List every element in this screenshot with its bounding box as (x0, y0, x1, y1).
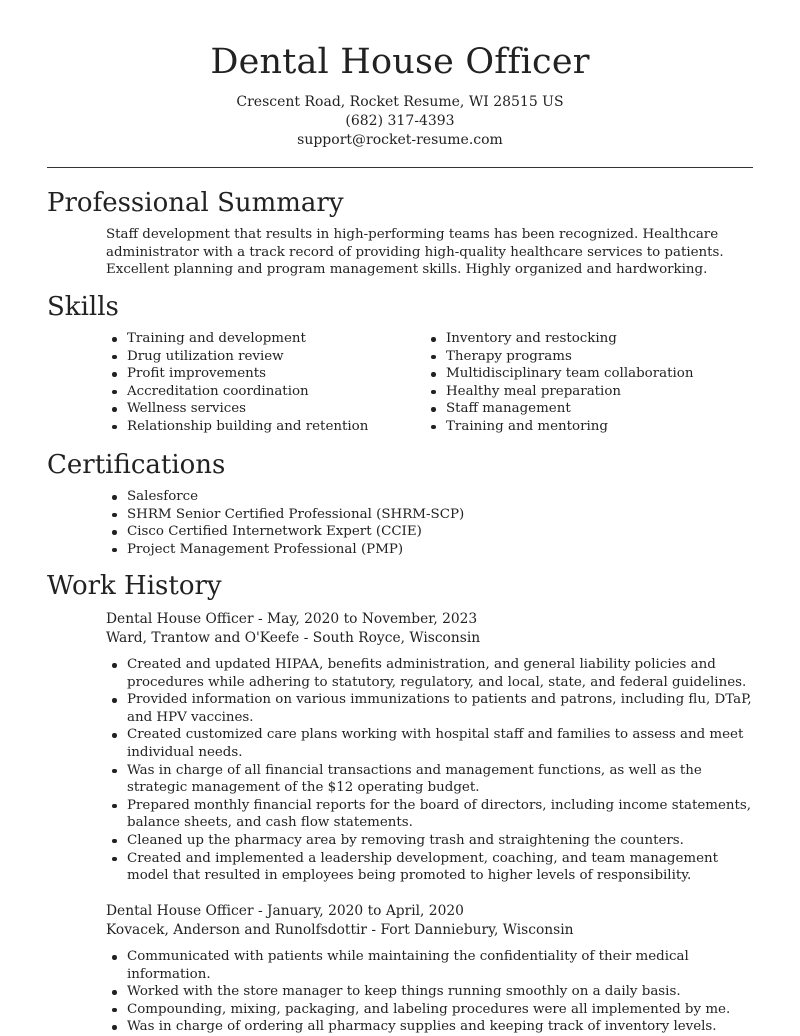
job-dates: January, 2020 to April, 2020 (267, 903, 464, 919)
job-duty-item: Communicated with patients while maintaining the confidentiality of their medical information. (106, 948, 756, 983)
job-dates: May, 2020 to November, 2023 (267, 611, 478, 627)
contact-phone: (682) 317-4393 (345, 113, 455, 129)
skill-item: Therapy programs (425, 348, 755, 366)
certification-item: Cisco Certified Internetwork Expert (CCIE) (106, 523, 746, 541)
job-duty-item: Was in charge of all financial transactions and management functions, as well as the strategic management of the $12 operating budget. (106, 762, 756, 797)
job-company-line: Kovacek, Anderson and Runolfsdottir - Fort Danniebury, Wisconsin (106, 922, 574, 938)
skill-item: Staff management (425, 400, 755, 418)
skill-item: Training and development (106, 330, 416, 348)
skill-item: Relationship building and retention (106, 418, 416, 436)
header-divider (47, 167, 753, 168)
certifications-list (106, 488, 746, 558)
skills-list-left (106, 330, 416, 436)
certification-item: SHRM Senior Certified Professional (SHRM-SCP) (106, 506, 746, 524)
summary-text: Staff development that results in high-performing teams has been recognized. Healthcare administrator with a track record of providing high-quality healthcare services to patients. Excellent planning and program management skills. Highly organized and hardworking. (106, 227, 724, 278)
job-duties-list (106, 948, 756, 1036)
job-company: Kovacek, Anderson and Runolfsdottir (106, 922, 368, 938)
skill-item: Accreditation coordination (106, 383, 416, 401)
certification-item: Salesforce (106, 488, 746, 506)
summary-heading: Professional Summary (47, 188, 344, 218)
skill-item: Wellness services (106, 400, 416, 418)
job-duty-item: Created and implemented a leadership development, coaching, and team management model that resulted in employees being promoted to higher levels of responsibility. (106, 850, 756, 885)
contact-email[interactable]: support@rocket-resume.com (297, 132, 503, 148)
skills-heading: Skills (47, 292, 119, 322)
candidate-name: Dental House Officer (210, 42, 590, 82)
skill-item: Healthy meal preparation (425, 383, 755, 401)
job-title-line: Dental House Officer - January, 2020 to April, 2020 (106, 903, 464, 919)
job-company: Ward, Trantow and O'Keefe (106, 630, 300, 646)
skill-item: Profit improvements (106, 365, 416, 383)
job-duty-item: Provided information on various immunizations to patients and patrons, including flu, DTaP, and HPV vaccines. (106, 691, 756, 726)
job-duty-item: Was in charge of ordering all pharmacy supplies and keeping track of inventory levels. (106, 1018, 756, 1036)
work-history-heading: Work History (47, 571, 222, 601)
job-role: Dental House Officer (106, 903, 254, 919)
skill-item: Inventory and restocking (425, 330, 755, 348)
certification-item: Project Management Professional (PMP) (106, 541, 746, 559)
job-duty-item: Cleaned up the pharmacy area by removing trash and straightening the counters. (106, 832, 756, 850)
contact-address: Crescent Road, Rocket Resume, WI 28515 US (236, 94, 564, 110)
job-location: Fort Danniebury, Wisconsin (380, 922, 574, 938)
job-duty-item: Created and updated HIPAA, benefits administration, and general liability policies and procedures while adhering to statutory, regulatory, and local, state, and federal guidelines. (106, 656, 756, 691)
skills-list-right (425, 330, 755, 436)
certifications-heading: Certifications (47, 450, 226, 480)
skill-item: Training and mentoring (425, 418, 755, 436)
job-role: Dental House Officer (106, 611, 254, 627)
job-duty-item: Worked with the store manager to keep things running smoothly on a daily basis. (106, 983, 756, 1001)
job-duties-list (106, 656, 756, 885)
skill-item: Multidisciplinary team collaboration (425, 365, 755, 383)
skill-item: Drug utilization review (106, 348, 416, 366)
job-duty-item: Prepared monthly financial reports for the board of directors, including income statements, balance sheets, and cash flow statements. (106, 797, 756, 832)
job-duty-item: Created customized care plans working with hospital staff and families to assess and meet individual needs. (106, 726, 756, 761)
job-location: South Royce, Wisconsin (312, 630, 481, 646)
job-duty-item: Compounding, mixing, packaging, and labeling procedures were all implemented by me. (106, 1001, 756, 1019)
job-title-line: Dental House Officer - May, 2020 to November, 2023 (106, 611, 478, 627)
job-company-line: Ward, Trantow and O'Keefe - South Royce, Wisconsin (106, 630, 481, 646)
